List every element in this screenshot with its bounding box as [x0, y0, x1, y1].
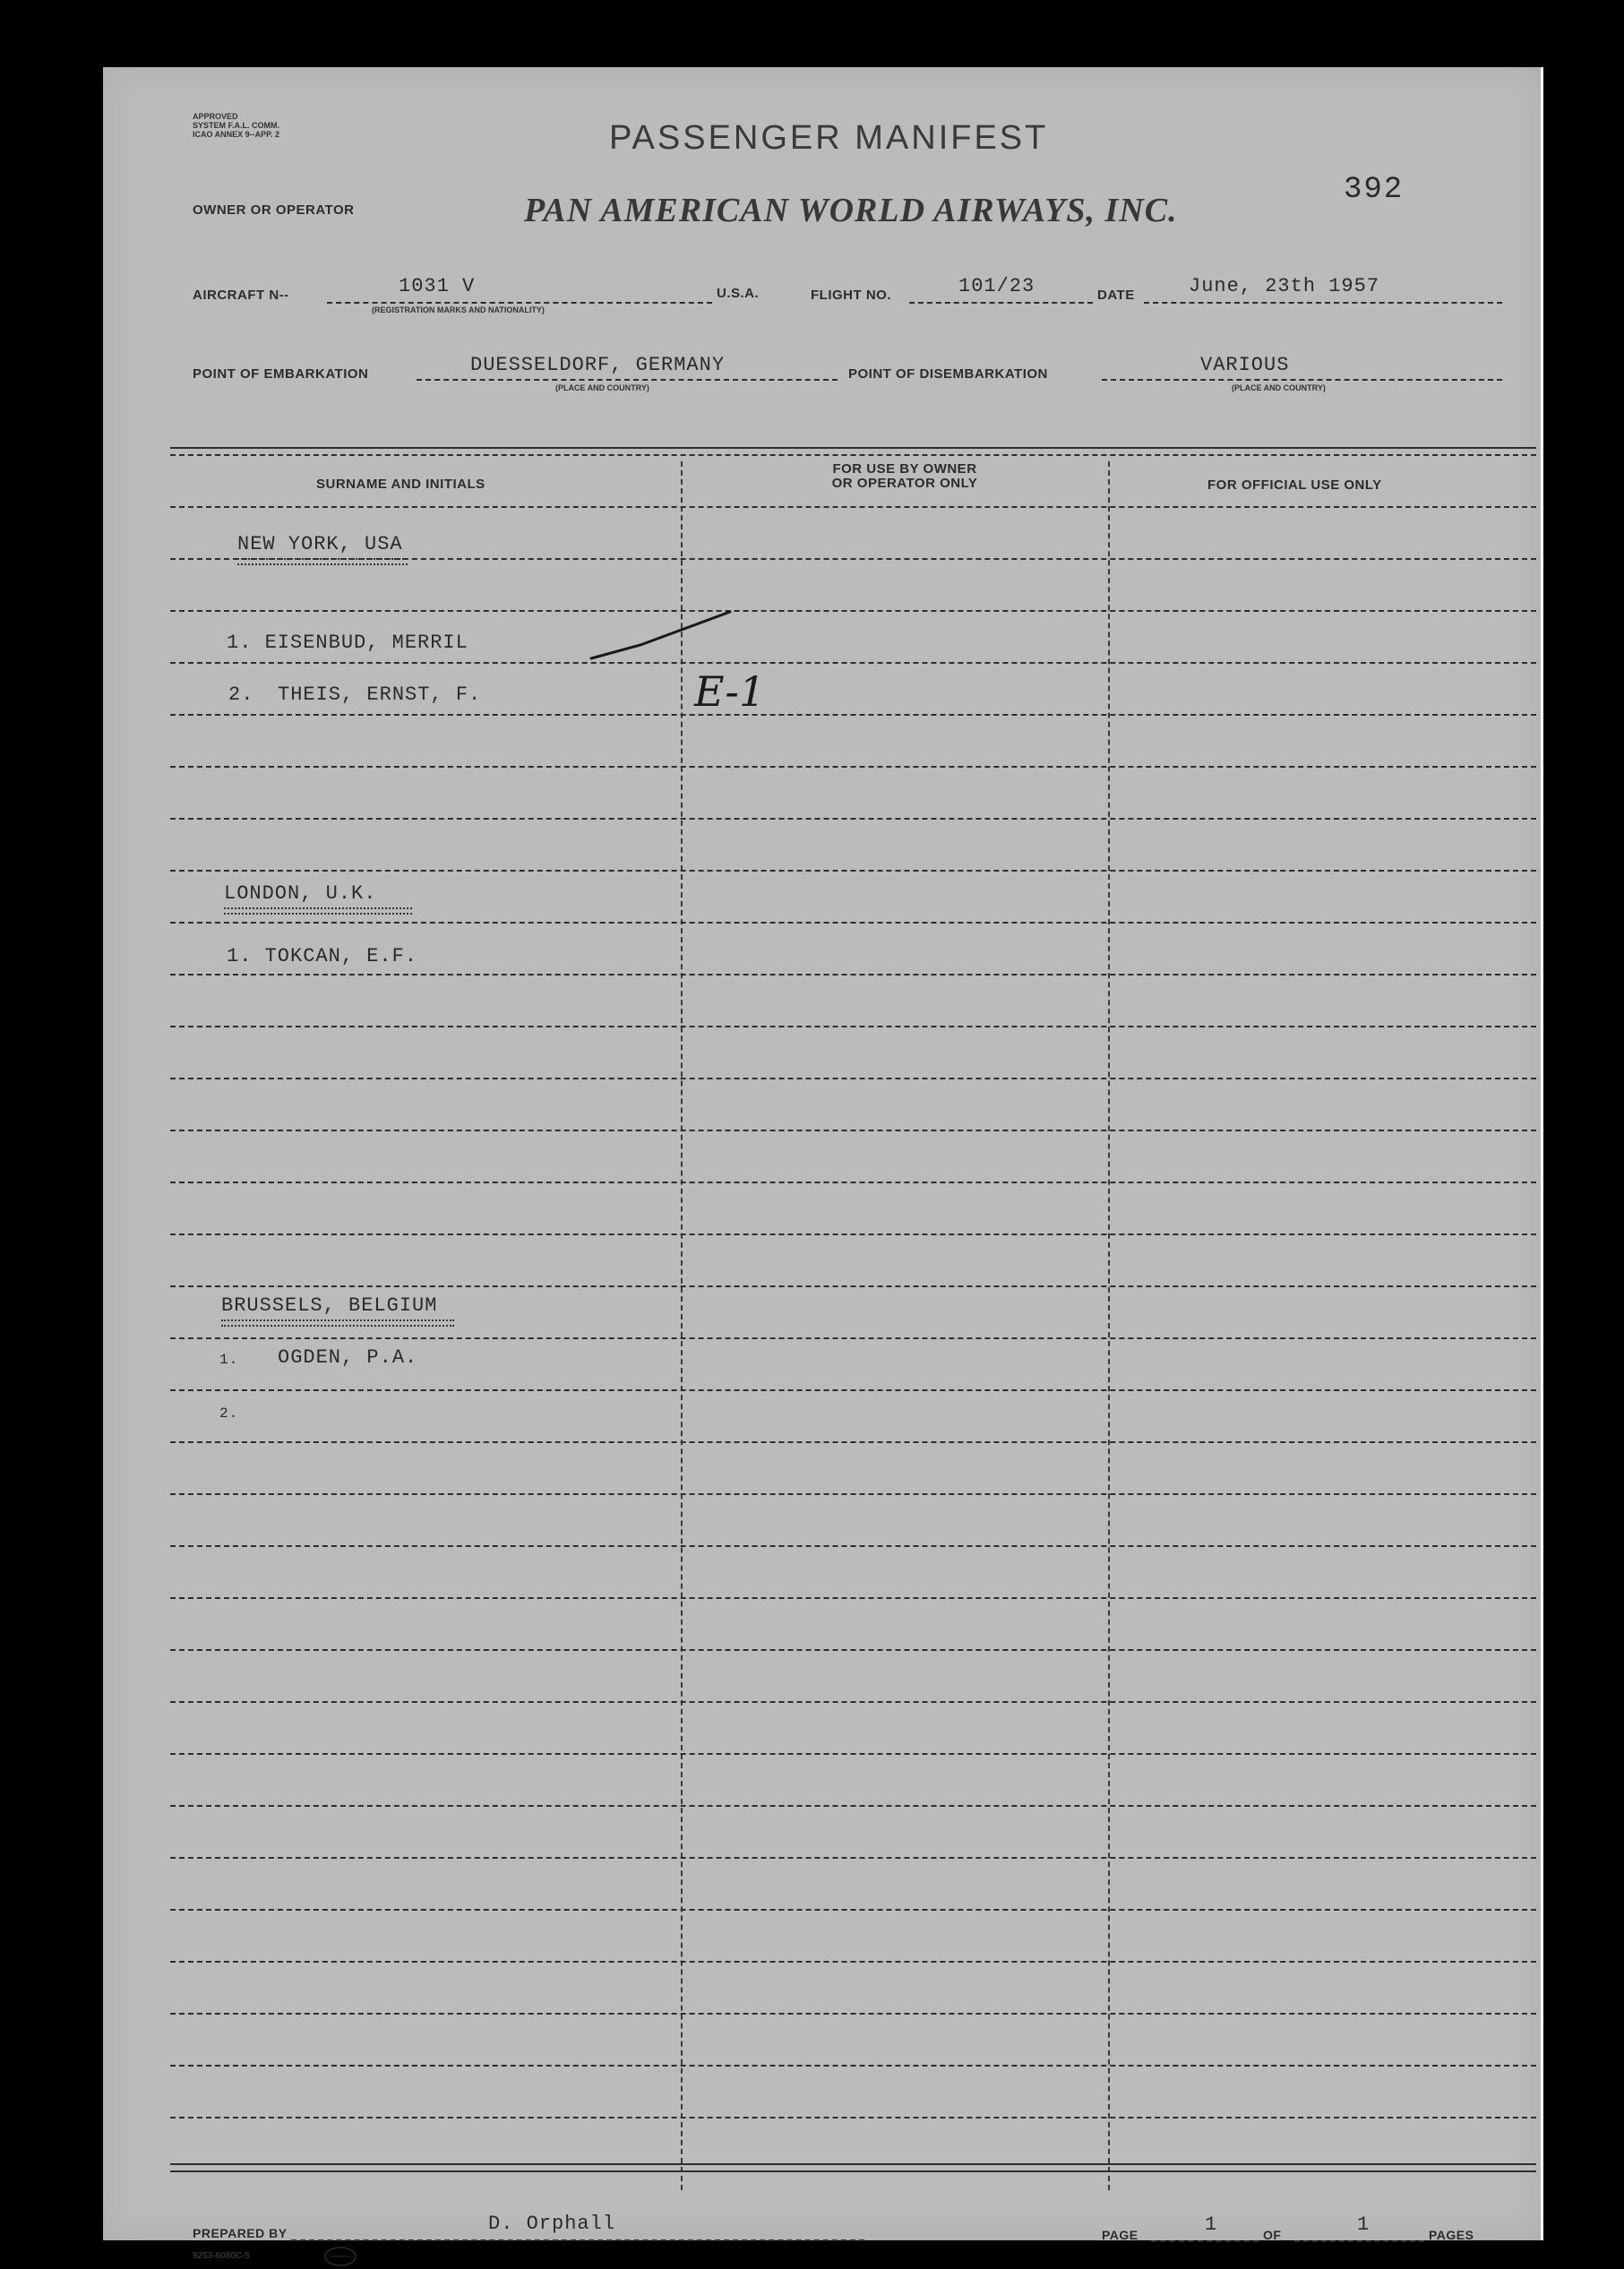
- of-label: OF: [1263, 2228, 1282, 2242]
- pages-label: PAGES: [1429, 2228, 1474, 2242]
- page-value: 1: [1205, 2213, 1218, 2236]
- approval-line-3: ICAO ANNEX 9--APP. 2: [193, 130, 280, 139]
- prepared-underline: [291, 2239, 864, 2241]
- union-label-icon: [322, 2244, 358, 2269]
- group-underline-london: [224, 907, 412, 915]
- handwritten-note: E-1: [694, 667, 766, 716]
- table-bottom-line: [170, 2163, 1536, 2165]
- date-value: June, 23th 1957: [1189, 275, 1380, 297]
- page-title: PASSENGER MANIFEST: [609, 119, 1049, 157]
- embark-label: POINT OF EMBARKATION: [193, 366, 369, 382]
- passenger-num-br-2: 2.: [219, 1405, 239, 1422]
- manifest-page: [103, 67, 1543, 2261]
- col-header-surname: SURNAME AND INITIALS: [316, 477, 485, 492]
- passenger-row-ny-1: 1. EISENBUD, MERRIL: [227, 632, 468, 654]
- col-header-owner: [806, 462, 1003, 491]
- approval-line-2: SYSTEM F.A.L. COMM.: [193, 121, 280, 130]
- of-underline: [1294, 2240, 1424, 2242]
- aircraft-label: AIRCRAFT N--: [193, 288, 289, 303]
- aircraft-underline: [327, 302, 712, 304]
- col-header-owner-2: OR OPERATOR ONLY: [831, 476, 978, 491]
- col-header-official: FOR OFFICIAL USE ONLY: [1207, 477, 1382, 493]
- embark-sub: (PLACE AND COUNTRY): [555, 383, 649, 392]
- check-mark-icon: [587, 605, 739, 667]
- passenger-row-ld-1: 1. TOKCAN, E.F.: [227, 945, 418, 967]
- passenger-row-ny-2: THEIS, ERNST, F.: [278, 683, 482, 706]
- column-divider-1: [681, 461, 683, 2190]
- owner-label: OWNER OR OPERATOR: [193, 202, 355, 218]
- disembark-label: POINT OF DISEMBARKATION: [848, 366, 1048, 382]
- country-label: U.S.A.: [717, 286, 760, 301]
- aircraft-sub: (REGISTRATION MARKS AND NATIONALITY): [372, 305, 545, 314]
- approval-block: [193, 112, 279, 139]
- embark-underline: [417, 379, 838, 381]
- disembark-value: VARIOUS: [1200, 354, 1290, 376]
- table-top-line: [170, 447, 1536, 449]
- passenger-row-br-1: OGDEN, P.A.: [278, 1346, 418, 1369]
- group-heading-newyork: NEW YORK, USA: [237, 533, 403, 555]
- disembark-underline: [1102, 379, 1502, 381]
- passenger-num-br-1: 1.: [219, 1352, 239, 1368]
- flight-underline: [909, 302, 1093, 304]
- disembark-sub: (PLACE AND COUNTRY): [1232, 383, 1326, 392]
- group-heading-london: LONDON, U.K.: [224, 882, 377, 905]
- page-label: PAGE: [1102, 2228, 1139, 2242]
- group-heading-brussels: BRUSSELS, BELGIUM: [221, 1294, 438, 1317]
- column-divider-2: [1108, 461, 1110, 2190]
- embark-value: DUESSELDORF, GERMANY: [470, 354, 726, 376]
- table-top-line-2: [170, 454, 1536, 456]
- aircraft-value: 1031 V: [399, 275, 476, 297]
- col-header-owner-1: FOR USE BY OWNER: [832, 461, 977, 477]
- page-number: 392: [1344, 173, 1405, 207]
- flight-label: FLIGHT NO.: [811, 288, 891, 303]
- of-value: 1: [1357, 2213, 1371, 2236]
- owner-value: PAN AMERICAN WORLD AIRWAYS, INC.: [524, 192, 1178, 229]
- date-label: DATE: [1097, 288, 1135, 303]
- table-bottom-line-2: [170, 2170, 1536, 2172]
- approval-line-1: APPROVED: [193, 112, 238, 121]
- page-underline: [1151, 2240, 1259, 2242]
- passenger-num-ny-2: 2.: [228, 683, 254, 706]
- flight-value: 101/23: [958, 275, 1035, 297]
- form-number: 9253-6080C-5: [193, 2251, 250, 2261]
- prepared-label: PREPARED BY: [193, 2226, 288, 2240]
- group-underline-brussels: [221, 1319, 454, 1327]
- date-underline: [1144, 302, 1502, 304]
- prepared-value: D. Orphall: [488, 2213, 616, 2235]
- group-underline-newyork: [237, 558, 408, 565]
